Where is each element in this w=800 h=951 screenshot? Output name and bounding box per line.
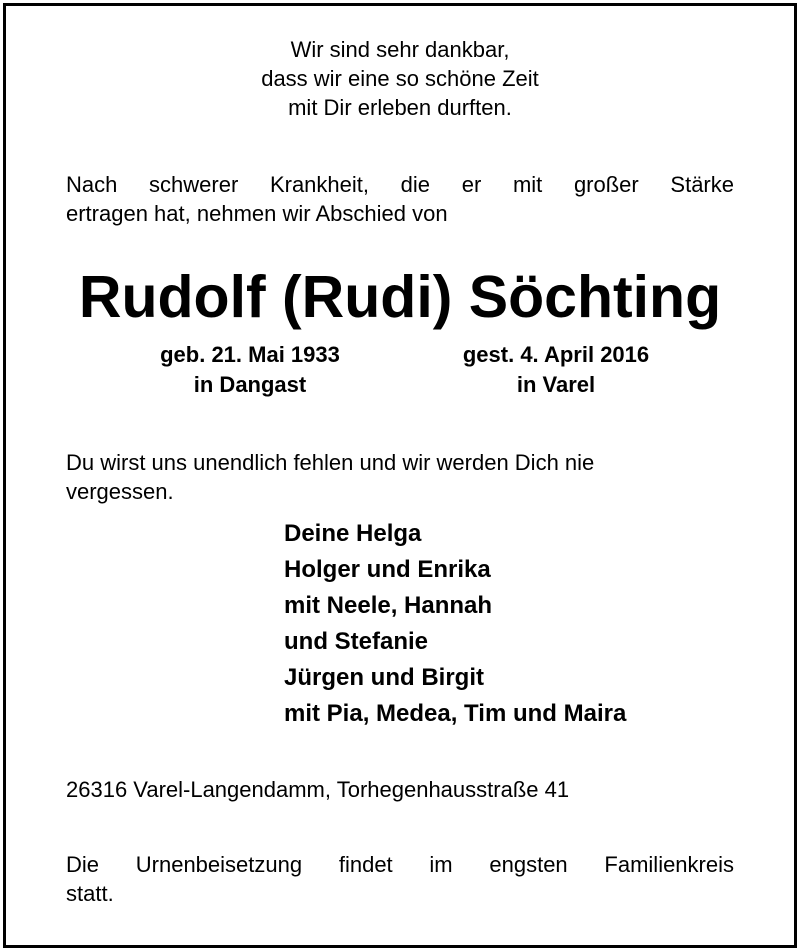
motto-line: dass wir eine so schöne Zeit	[261, 66, 539, 91]
birth-info	[134, 340, 366, 400]
farewell-paragraph	[66, 448, 734, 506]
family-line: Deine Helga	[284, 520, 422, 547]
family-signature	[284, 516, 626, 732]
family-line: mit Neele, Hannah	[284, 592, 493, 619]
family-line: mit Pia, Medea, Tim und Maira	[284, 700, 627, 727]
intro-paragraph	[66, 170, 734, 228]
death-place: in Varel	[516, 372, 596, 397]
death-date: gest. 4. April 2016	[462, 342, 650, 367]
farewell-line: Du wirst uns unendlich fehlen und wir werden Dich nie	[66, 450, 595, 475]
intro-line: Nach schwerer Krankheit, die er mit großer Stärke	[66, 172, 734, 197]
death-info	[434, 340, 678, 400]
intro-line: ertragen hat, nehmen wir Abschied von	[66, 201, 448, 226]
family-line: Jürgen und Birgit	[284, 664, 484, 691]
birth-date: geb. 21. Mai 1933	[160, 342, 340, 367]
birth-place: in Dangast	[193, 372, 307, 397]
family-line: und Stefanie	[284, 628, 429, 655]
motto	[0, 35, 800, 122]
deceased-name: Rudolf (Rudi) Söchting	[78, 264, 722, 330]
burial-paragraph	[66, 850, 734, 908]
address: 26316 Varel-Langendamm, Torhegenhausstraße 41	[66, 777, 570, 802]
farewell-line: vergessen.	[66, 479, 174, 504]
burial-line: statt.	[66, 881, 114, 906]
motto-line: mit Dir erleben durften.	[288, 95, 512, 120]
burial-line: Die Urnenbeisetzung findet im engsten Familienkreis	[66, 852, 734, 877]
family-line: Holger und Enrika	[284, 556, 491, 583]
motto-line: Wir sind sehr dankbar,	[290, 37, 510, 62]
